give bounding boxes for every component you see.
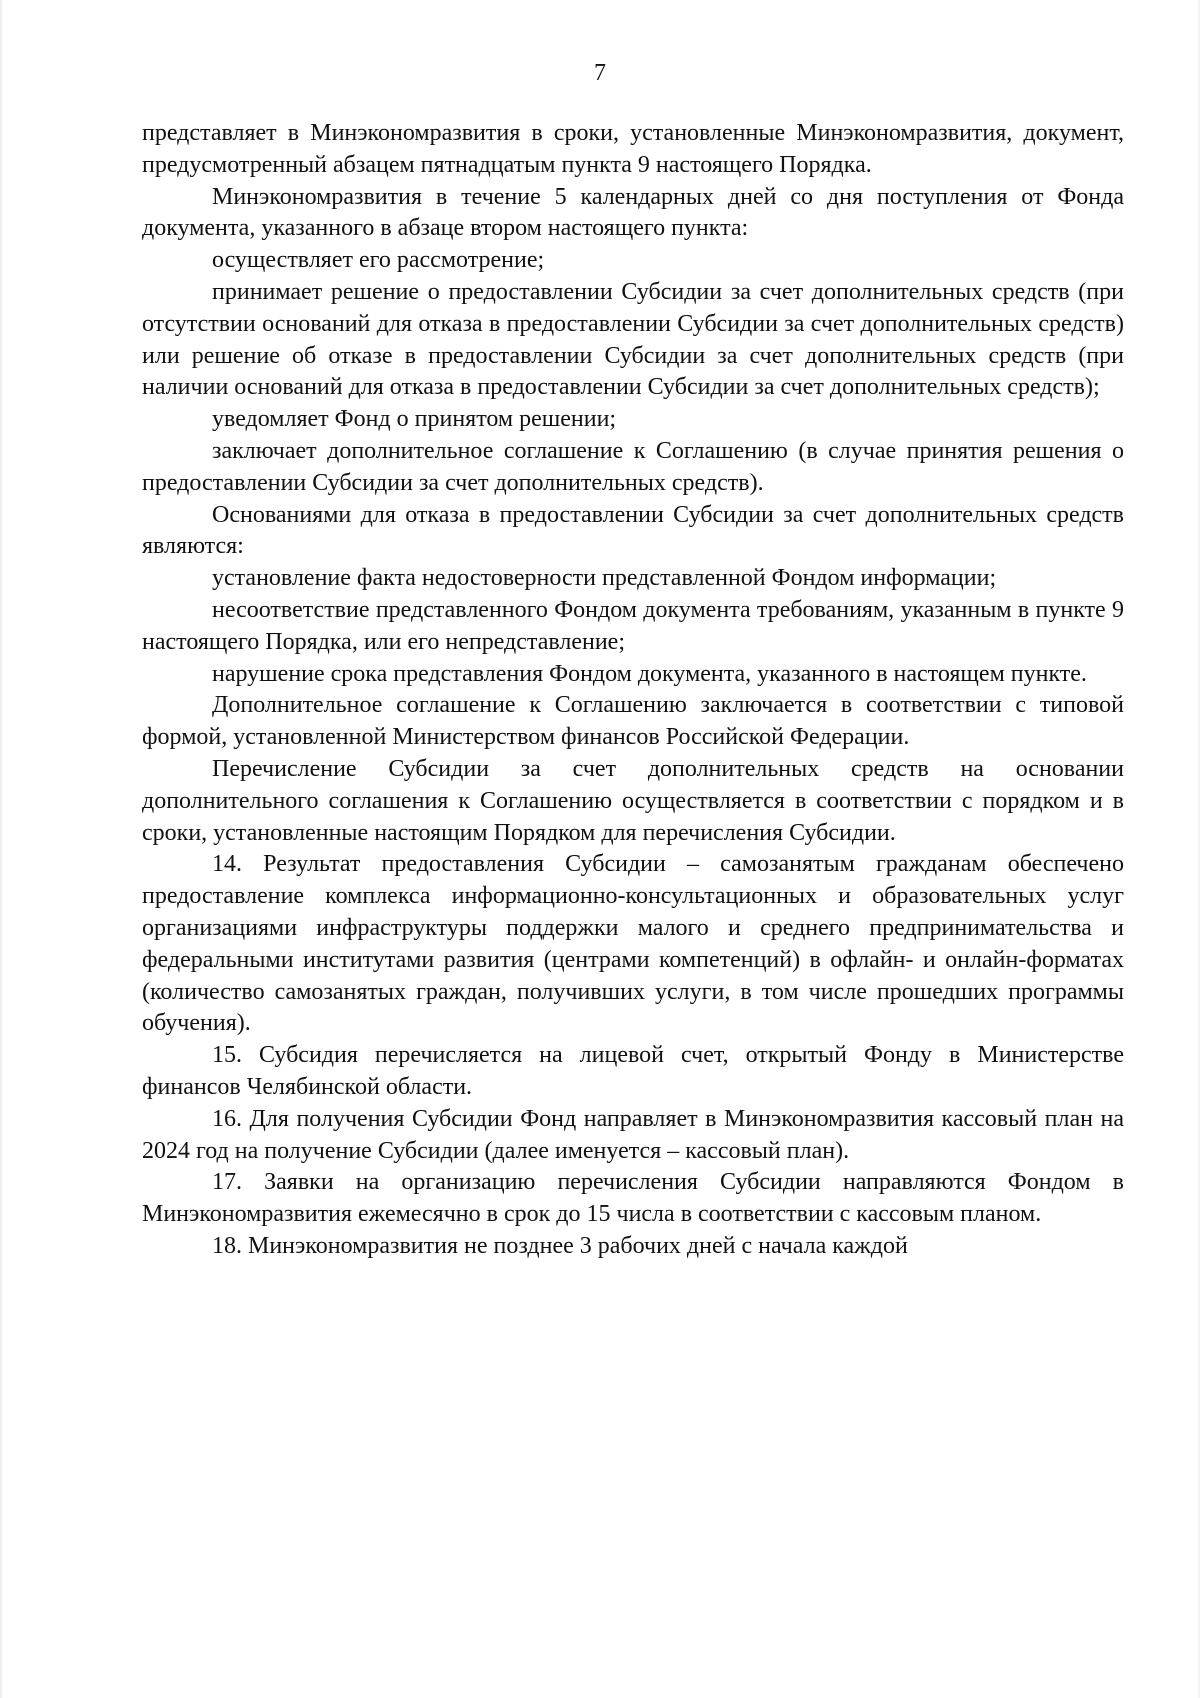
paragraph: Перечисление Субсидии за счет дополнительных средств на основании дополнительного соглашения к Соглашению осуществляется в соответствии с порядком и в сроки, установленные настоящим Порядком для перечисления Субсидии. [142, 755, 1124, 846]
scan-edge-left [0, 0, 3, 1698]
paragraph: осуществляет его рассмотрение; [212, 247, 545, 274]
paragraph-item-15: 15. Субсидия перечисляется на лицевой счет, открытый Фонду в Министерстве финансов Челябинской области. [142, 1042, 1124, 1100]
paragraph: представляет в Минэкономразвития в сроки, установленные Минэкономразвития, документ, предусмотренный абзацем пятнадцатым пункта 9 настоящего Порядка. [142, 120, 1124, 178]
paragraph: Минэкономразвития в течение 5 календарных дней со дня поступления от Фонда документа, указанного в абзаце втором настоящего пункта: [142, 183, 1124, 242]
paragraph: установление факта недостоверности представленной Фондом информации; [212, 565, 997, 592]
paragraph: несоответствие представленного Фондом документа требованиям, указанным в пункте 9 настоящего Порядка, или его непредставление; [142, 596, 1124, 655]
page-number: 7 [594, 60, 606, 86]
paragraph: Основаниями для отказа в предоставлении Субсидии за счет дополнительных средств являются: [142, 501, 1124, 560]
paragraph: Дополнительное соглашение к Соглашению заключается в соответствии с типовой формой, установленной Министерством финансов Российской Федерации. [142, 692, 1124, 751]
paragraph: принимает решение о предоставлении Субсидии за счет дополнительных средств (при отсутствии оснований для отказа в предоставлении Субсидии за счет дополнительных средств) или решение об отказе в предоставлении Субсидии за счет дополнительных средств (при наличии оснований для отказа в предоставлении Субсидии за счет дополнительных средств); [142, 278, 1124, 401]
paragraph: заключает дополнительное соглашение к Соглашению (в случае принятия решения о предоставлении Субсидии за счет дополнительных средств). [142, 437, 1124, 496]
document-body [142, 118, 1124, 1263]
paragraph-item-14: 14. Результат предоставления Субсидии – самозанятым гражданам обеспечено предоставление комплекса информационно-консультационных и образовательных услуг организациями инфраструктуры поддержки малого и среднего предпринимательства и федеральными институтами развития (центрами компетенций) в офлайн- и онлайн-форматах (количество самозанятых граждан, получивших услуги, в том числе прошедших программы обучения). [142, 851, 1124, 1037]
paragraph-item-16: 16. Для получения Субсидии Фонд направляет в Минэкономразвития кассовый план на 2024 год на получение Субсидии (далее именуется – кассовый план). [142, 1105, 1124, 1164]
paragraph: нарушение срока представления Фондом документа, указанного в настоящем пункте. [212, 660, 1087, 687]
paragraph: уведомляет Фонд о принятом решении; [212, 406, 617, 433]
paragraph-item-17: 17. Заявки на организацию перечисления Субсидии направляются Фондом в Минэкономразвития ежемесячно в срок до 15 числа в соответствии с кассовым планом. [142, 1169, 1124, 1228]
paragraph-item-18: 18. Минэкономразвития не позднее 3 рабочих дней с начала каждой [212, 1232, 908, 1259]
